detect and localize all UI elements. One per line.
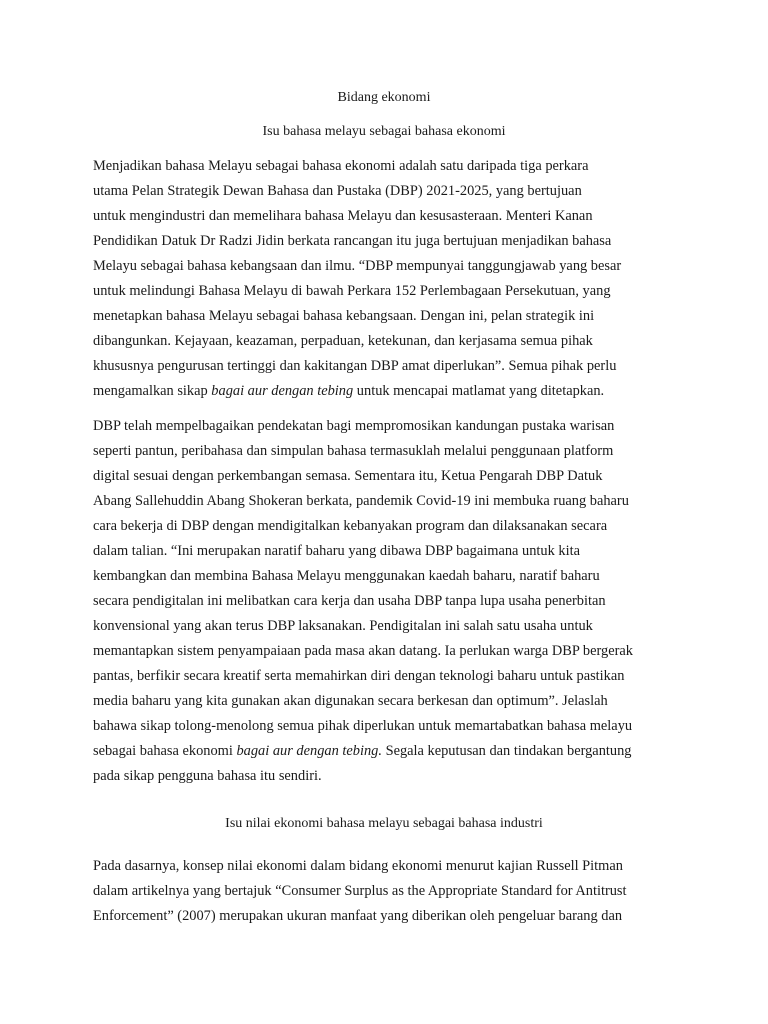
paragraph-line: kembangkan dan membina Bahasa Melayu menggunakan kaedah baharu, naratif baharu [93,568,600,584]
section-heading-1: Isu bahasa melayu sebagai bahasa ekonomi [262,124,506,139]
paragraph-line: khususnya pengurusan tertinggi dan kakitangan DBP amat diperlukan”. Semua pihak perlu [93,358,617,374]
paragraph-line: Abang Sallehuddin Abang Shokeran berkata, pandemik Covid-19 ini membuka ruang baharu [93,493,629,509]
paragraph-line: Pendidikan Datuk Dr Radzi Jidin berkata rancangan itu juga bertujuan menjadikan bahasa [93,233,612,249]
line-text: sebagai bahasa ekonomi [93,743,237,759]
paragraph-line: utama Pelan Strategik Dewan Bahasa dan Pustaka (DBP) 2021-2025, yang bertujuan [93,183,582,199]
paragraph-line: konvensional yang akan terus DBP laksanakan. Pendigitalan ini salah satu usaha untuk [93,618,593,634]
paragraph-line: seperti pantun, peribahasa dan simpulan bahasa termasuklah melalui penggunaan platform [93,443,614,459]
paragraph-line: menetapkan bahasa Melayu sebagai bahasa kebangsaan. Dengan ini, pelan strategik ini [93,308,595,324]
paragraph-line: cara bekerja di DBP dengan mendigitalkan kebanyakan program dan dilaksanakan secara [93,518,608,534]
paragraph-line: pantas, berfikir secara kreatif serta memahirkan diri dengan teknologi baharu untuk pastikan [93,668,625,684]
line-text: Segala keputusan dan tindakan bergantung [381,743,632,759]
paragraph-line: digital sesuai dengan perkembangan semasa. Sementara itu, Ketua Pengarah DBP Datuk [93,468,603,484]
line-text: mengamalkan sikap [93,383,212,399]
paragraph-line: dalam talian. “Ini merupakan naratif baharu yang dibawa DBP bagaimana untuk kita [93,543,580,559]
line-text: untuk mencapai matlamat yang ditetapkan. [353,383,605,399]
italic-phrase: bagai aur dengan tebing [211,383,354,399]
paragraph-line: Enforcement” (2007) merupakan ukuran manfaat yang diberikan oleh pengeluar barang dan [93,908,623,924]
paragraph-line: bahawa sikap tolong-menolong semua pihak diperlukan untuk memartabatkan bahasa melayu [93,718,633,734]
paragraph-line: DBP telah mempelbagaikan pendekatan bagi mempromosikan kandungan pustaka warisan [93,418,615,434]
paragraph-line: Menjadikan bahasa Melayu sebagai bahasa ekonomi adalah satu daripada tiga perkara [93,158,589,174]
paragraph-line: pada sikap pengguna bahasa itu sendiri. [93,768,322,784]
paragraph-line: untuk mengindustri dan memelihara bahasa Melayu dan kesusasteraan. Menteri Kanan [93,208,593,224]
paragraph-line: dalam artikelnya yang bertajuk “Consumer Surplus as the Appropriate Standard for Antitrust [93,883,627,899]
italic-phrase: bagai aur dengan tebing. [236,743,382,759]
paragraph-line: Pada dasarnya, konsep nilai ekonomi dalam bidang ekonomi menurut kajian Russell Pitman [93,858,623,874]
section-heading-2: Isu nilai ekonomi bahasa melayu sebagai bahasa industri [225,816,543,831]
paragraph-line: Melayu sebagai bahasa kebangsaan dan ilmu. “DBP mempunyai tanggungjawab yang besar [93,258,622,274]
paragraph-line: untuk melindungi Bahasa Melayu di bawah Perkara 152 Perlembagaan Persekutuan, yang [93,283,611,299]
paragraph-line: dibangunkan. Kejayaan, keazaman, perpaduan, ketekunan, dan kerjasama semua pihak [93,333,593,349]
paragraph-line [93,381,604,401]
paragraph-line: memantapkan sistem penyampaiaan pada masa akan datang. Ia perlukan warga DBP bergerak [93,643,633,659]
document-title: Bidang ekonomi [337,90,431,105]
paragraph-line: secara pendigitalan ini melibatkan cara kerja dan usaha DBP tanpa lupa usaha penerbitan [93,593,606,609]
paragraph-line: media baharu yang kita gunakan akan digunakan secara berkesan dan optimum”. Jelaslah [93,693,608,709]
paragraph-line [93,741,631,761]
